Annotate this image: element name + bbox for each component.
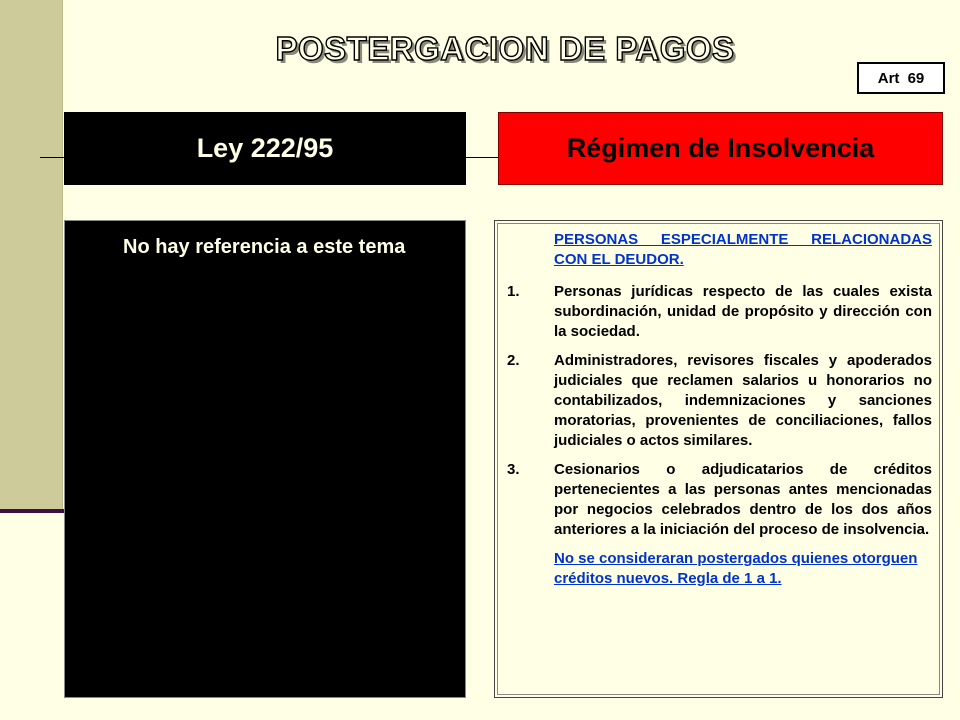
side-band-underline — [0, 509, 64, 513]
connector-line-middle — [466, 157, 498, 158]
regimen-header: Régimen de Insolvencia — [498, 112, 943, 185]
new-credits-rule: No se consideraran postergados quienes otorguen créditos nuevos. Regla de 1 a 1. — [554, 550, 918, 587]
ley-panel — [64, 220, 466, 698]
list-item — [507, 282, 932, 342]
article-badge: Art 69 — [857, 62, 945, 94]
list-item — [507, 460, 932, 540]
list-item-number: 2. — [507, 352, 520, 369]
ley-header: Ley 222/95 — [64, 112, 466, 185]
list-item-text: Administradores, revisores fiscales y apoderados judiciales que reclamen salarios u honorarios no contabilizados, indemnizaciones y sanciones moratorias, provenientes de conciliaciones, fallos judiciales o actos similares. — [554, 352, 932, 449]
side-band — [0, 0, 63, 512]
list-item — [507, 351, 932, 451]
list-item-text: Personas jurídicas respecto de las cuales exista subordinación, unidad de propósito y dirección con la sociedad. — [554, 283, 932, 340]
list-item-number: 3. — [507, 461, 520, 478]
ley-panel-text: No hay referencia a este tema — [123, 236, 406, 258]
regimen-panel — [494, 220, 943, 698]
list-item-number: 1. — [507, 283, 520, 300]
regimen-panel-content — [507, 230, 932, 589]
related-persons-heading: PERSONAS ESPECIALMENTE RELACIONADAS CON EL DEUDOR. — [554, 231, 932, 268]
connector-line-left — [40, 157, 64, 158]
list-item-text: Cesionarios o adjudicatarios de créditos pertenecientes a las personas antes mencionadas por negocios celebrados dentro de los dos años anteriores a la iniciación del proceso de insolvencia. — [554, 461, 932, 538]
slide-title: POSTERGACION DE PAGOS — [275, 30, 735, 67]
